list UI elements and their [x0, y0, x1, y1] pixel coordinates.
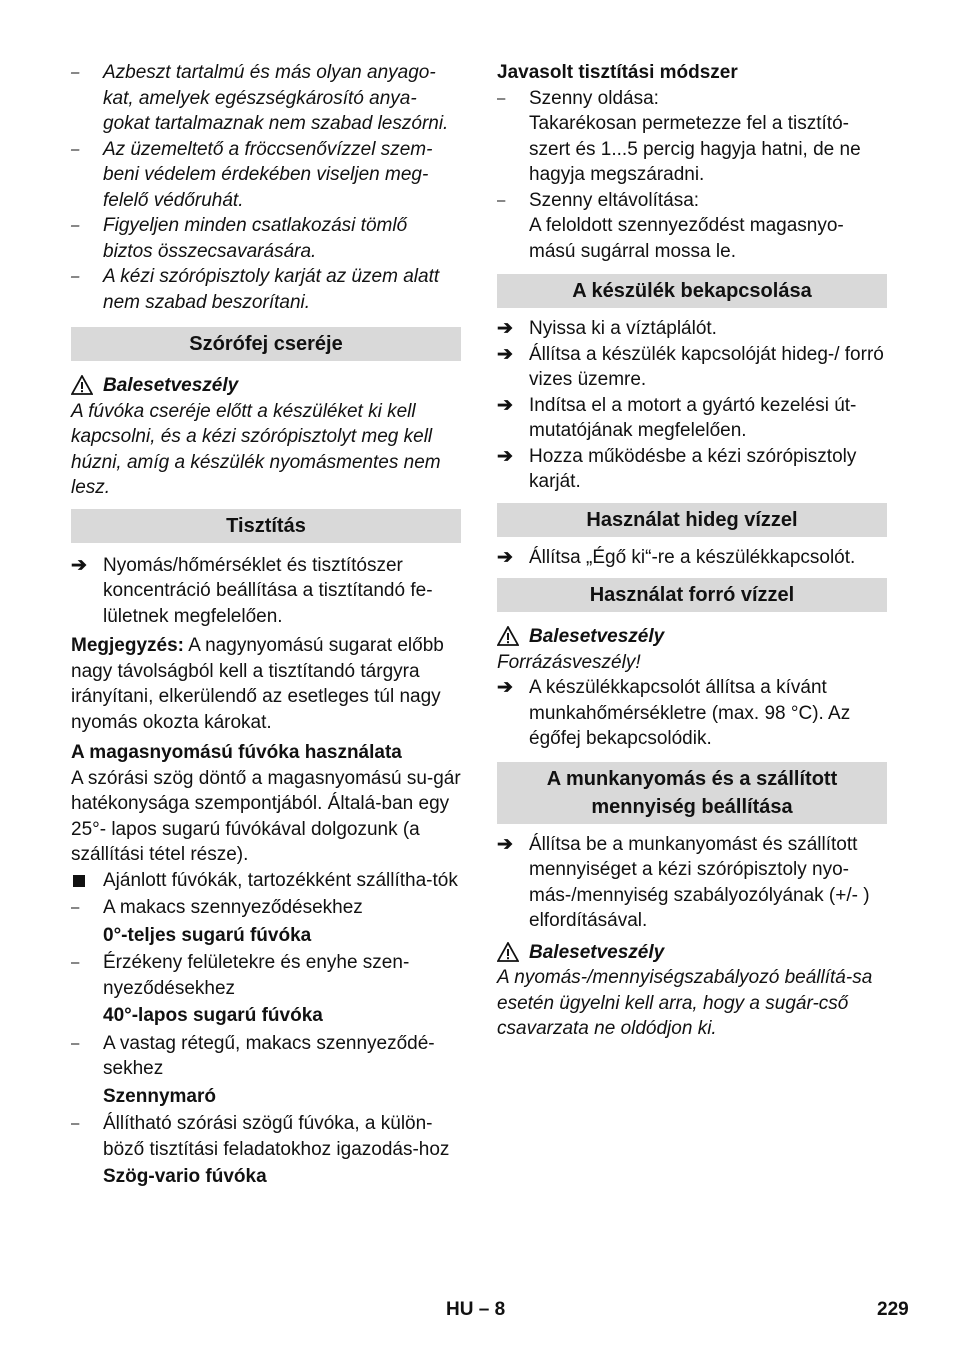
- section-header-pressure: A munkanyomás és a szállított mennyiség beállítása: [497, 762, 887, 824]
- list-item: – A makacs szennyeződésekhez: [71, 895, 461, 921]
- footer-language-page: HU – 8: [446, 1299, 506, 1320]
- list-item: – Szenny oldása:: [497, 86, 887, 112]
- warning-text: A nyomás-/mennyiségszabályozó beállítá-sa esetén ügyelni kell arra, hogy a sugár-cső csavarzata ne oldódjon ki.: [497, 967, 873, 1039]
- note-paragraph: Megjegyzés: A nagynyomású sugarat előbb nagy távolságból kell a tisztítandó tárgyra irányítani, elkerülendő az esetleges túl nagy nyomás okozta károkat.: [71, 635, 444, 733]
- warning-label: Balesetveszély: [497, 624, 887, 650]
- square-bullet-icon: [73, 875, 85, 887]
- arrow-icon: ➔: [497, 677, 513, 698]
- list-item: Ajánlott fúvókák, tartozékként szállítha-tók: [71, 868, 461, 894]
- list-item: – A kézi szórópisztoly karját az üzem alatt nem szabad beszorítani.: [71, 266, 440, 313]
- method-text: A feloldott szennyeződést magasnyo-mású sugárral mossa le.: [529, 215, 844, 262]
- dash-icon: –: [71, 954, 80, 971]
- list-item: – A vastag rétegű, makacs szennyeződé-sekhez: [71, 1032, 435, 1079]
- nozzle-heading: A magasnyomású fúvóka használata: [71, 742, 402, 763]
- list-item: – Az üzemeltető a fröccsenővízzel szem-beni védelem érdekében viseljen meg-felelő védőruhát.: [71, 138, 433, 211]
- dash-icon: –: [497, 191, 506, 209]
- warning-text: A fúvóka cseréje előtt a készüléket ki kell kapcsolni, és a kézi szórópisztolyt meg kell húzni, amíg a készülék nyomásmentes nem lesz.: [71, 400, 441, 498]
- step-item: ➔ Indítsa el a motort a gyártó kezelési út-mutatójának megfelelően.: [497, 394, 857, 441]
- list-item: – Azbeszt tartalmú és más olyan anyago-kat, amelyek egészségkárosító anya-gokat tartalmaznak nem szabad leszórni.: [71, 62, 449, 134]
- dash-icon: –: [71, 1034, 80, 1052]
- dash-icon: –: [71, 64, 80, 81]
- intro-list: [71, 60, 461, 315]
- warning-label: Balesetveszély: [497, 940, 887, 966]
- nozzle-name: 40°-lapos sugarú fúvóka: [103, 1005, 323, 1026]
- arrow-icon: ➔: [497, 546, 513, 568]
- step-item: ➔ Hozza működésbe a kézi szórópisztoly karját.: [497, 445, 857, 492]
- warning-triangle-icon: [497, 626, 519, 646]
- step-item: ➔ Nyissa ki a víztáplálót.: [497, 316, 887, 342]
- dash-icon: –: [71, 1115, 80, 1132]
- section-header-spray: Szórófej cseréje: [71, 327, 461, 361]
- arrow-icon: ➔: [497, 343, 513, 365]
- nozzle-name: Szennymaró: [103, 1085, 216, 1107]
- step-list: [497, 316, 887, 495]
- method-text: Takarékosan permetezze fel a tisztító-szert és 1...5 percig hagyja hatni, de ne hagyja megszáradni.: [529, 113, 861, 185]
- arrow-icon: ➔: [497, 394, 513, 416]
- step-item: ➔ Állítsa „Égő ki“-re a készülékkapcsolót.: [497, 545, 887, 571]
- section-header-switch-on: A készülék bekapcsolása: [497, 274, 887, 308]
- step-item: ➔ Állítsa be a munkanyomást és szállított mennyiséget a kézi szórópisztoly nyo-más-/mennyiség szabályozólyának (+/- ) elfordításával.: [497, 833, 870, 931]
- list-item: – Figyeljen minden csatlakozási tömlő biztos összecsavarására.: [71, 215, 408, 262]
- method-heading: Javasolt tisztítási módszer: [497, 62, 738, 83]
- nozzle-name: 0°-teljes sugarú fúvóka: [103, 924, 312, 946]
- left-column: [71, 60, 461, 1190]
- list-item: – Szenny eltávolítása:: [497, 188, 887, 214]
- section-header-clean: Tisztítás: [71, 509, 461, 543]
- arrow-icon: ➔: [497, 318, 513, 339]
- warning-triangle-icon: [497, 942, 519, 962]
- nozzle-name: Szög-vario fúvóka: [103, 1166, 267, 1187]
- step-item: ➔ Nyomás/hőmérséklet és tisztítószer koncentráció beállítása a tisztítandó fe-lületnek megfelelően.: [71, 554, 433, 627]
- arrow-icon: ➔: [497, 833, 513, 855]
- arrow-icon: ➔: [71, 554, 87, 576]
- warning-triangle-icon: [71, 375, 93, 395]
- arrow-icon: ➔: [497, 445, 513, 467]
- nozzle-text: A szórási szög döntő a magasnyomású su-gár hatékonysága szempontjából. Általá-ban egy 25°- lapos sugarú fúvókával dolgozunk (a szállítási tétel része).: [71, 767, 461, 865]
- dash-icon: –: [497, 89, 506, 107]
- dash-icon: –: [71, 268, 80, 285]
- section-header-cold: Használat hideg vízzel: [497, 503, 887, 537]
- dash-icon: –: [71, 140, 80, 158]
- dash-icon: –: [71, 217, 80, 234]
- warning-label: Balesetveszély: [71, 373, 461, 399]
- list-item: – Állítható szórási szögű fúvóka, a külön-böző tisztítási feladatokhoz igazodás-hoz: [71, 1113, 450, 1160]
- step-item: ➔ Állítsa a készülék kapcsolóját hideg-/ forró vizes üzemre.: [497, 343, 884, 390]
- right-column: [497, 60, 887, 1042]
- dash-icon: –: [71, 899, 80, 916]
- step-item: ➔ A készülékkapcsolót állítsa a kívánt munkahőmérsékletre (max. 98 °C). Az égőfej bekapcsolódik.: [497, 677, 851, 749]
- footer-page-number: 229: [877, 1299, 909, 1320]
- section-header-hot: Használat forró vízzel: [497, 578, 887, 612]
- warning-text: Forrázásveszély!: [497, 651, 641, 673]
- list-item: – Érzékeny felületekre és enyhe szen-nyeződésekhez: [71, 952, 410, 999]
